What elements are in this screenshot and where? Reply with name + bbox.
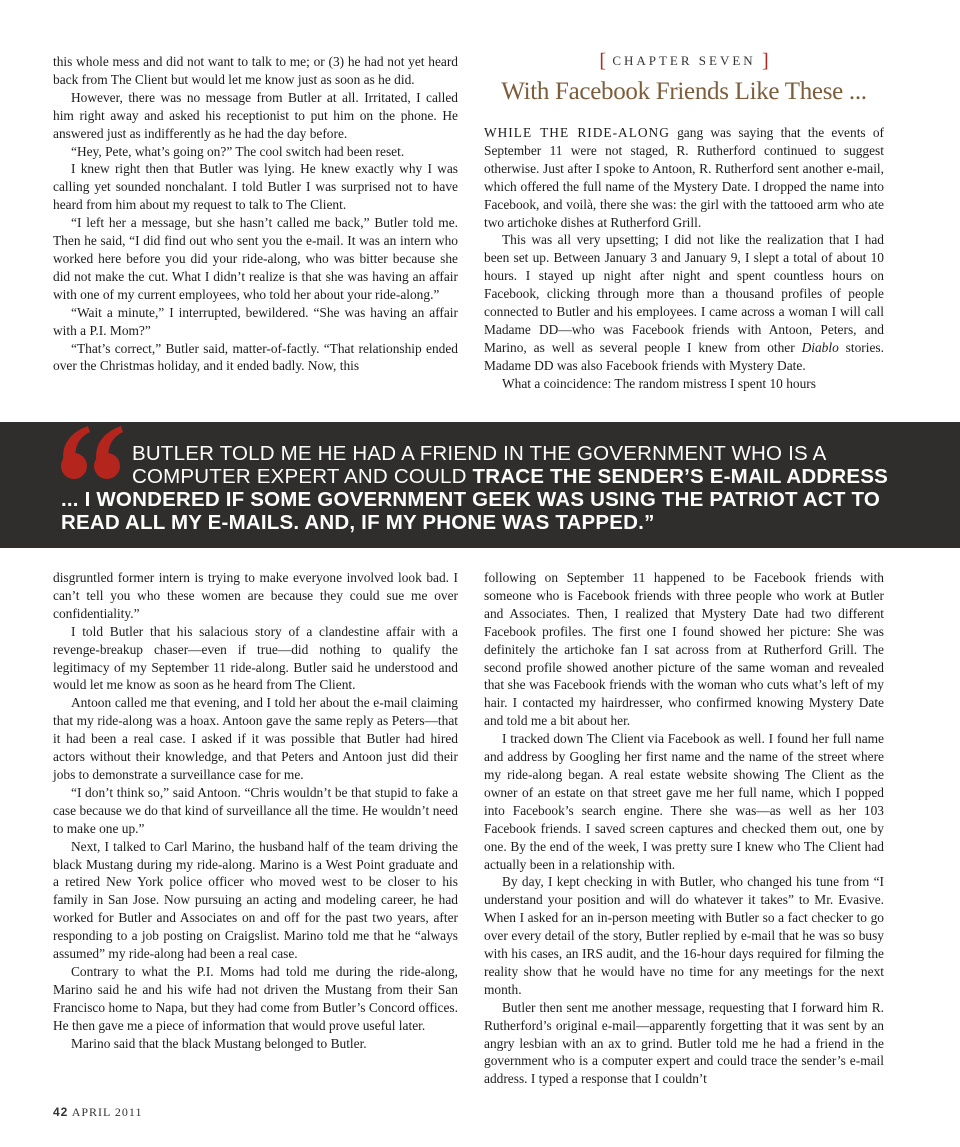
quote-mark-icon	[58, 414, 128, 484]
paragraph: I told Butler that his salacious story of a clandestine affair with a revenge-breakup chaser—even if true—did nothing to qualify the legitimacy of my September 11 ride-along. Butler said he understood and would let me know as soon as he heard from The Client.	[53, 623, 458, 693]
pull-quote-line: BUTLER TOLD ME HE HAD A FRIEND IN THE GOVERNMENT WHO IS A	[132, 442, 827, 465]
lead-in: WHILE THE RIDE-ALONG	[484, 125, 670, 140]
paragraph-text: This was all very upsetting; I did not like the realization that I had been set up. Between January 3 and January 9, I slept a total of about 10 hours. I stayed up night after night and spent countless hours on Facebook, clicking through more than a thousand profiles of people connected to Butler and his employees. I came across a woman I will call Madame DD—who was Facebook friends with Antoon, Peters, and Marino, as well as several people I knew from other	[484, 232, 884, 355]
paragraph-text: gang was saying that the events of September 11 were not staged, R. Rutherford continued to suggest otherwise. Just after I spoke to Antoon, R. Rutherford sent another e-mail, which offered the full name of the Mystery Date. I dropped the name into Facebook, and voilà, there she was: the girl with the tattooed arm who ate two artichoke dishes at Rutherford Grill.	[484, 125, 884, 230]
paragraph: “I don’t think so,” said Antoon. “Chris wouldn’t be that stupid to fake a case because we do that kind of surveillance all the time. He wouldn’t need to make one up.”	[53, 784, 458, 836]
paragraph: Marino said that the black Mustang belonged to Butler.	[71, 1035, 367, 1051]
pull-quote-line: READ ALL MY E-MAILS. AND, IF MY PHONE WAS TAPPED.”	[61, 511, 655, 534]
bracket-right: ]	[761, 50, 769, 72]
paragraph	[484, 231, 884, 374]
paragraph: Next, I talked to Carl Marino, the husband half of the team driving the black Mustang during my ride-along. Marino is a West Point graduate and a retired New York police officer who moved west to be closer to his family in San Jose. Now pursuing an acting and modeling career, he had worked for Butler and Associates on and off for the past two years, after responding to a job posting on Craigslist. Marino told me that he “always assumed” my ride-along had been a real case.	[53, 838, 458, 962]
bracket-left: [	[599, 50, 607, 72]
column-top-right	[484, 124, 884, 393]
paragraph-text: stories. Madame DD was also Facebook friends with Mystery Date.	[484, 339, 884, 373]
paragraph: following on September 11 happened to be Facebook friends with someone who is Facebook friends with three people who work at Butler and Associates. Then, I realized that Mystery Date had two different Facebook profiles. The first one I found showed her picture: She was definitely the artichoke fan I sat across from at Rutherford Grill. The second profile showed another picture of the same woman and revealed that she was Facebook friends with the woman who cuts what’s left of my hair. I contacted my hairdresser, who confirmed knowing Mystery Date and told me a bit about her.	[484, 570, 884, 729]
issue-date: APRIL 2011	[71, 1105, 143, 1119]
italic-title: Diablo	[801, 339, 839, 355]
paragraph: “Wait a minute,” I interrupted, bewildered. “She was having an affair with a P.I. Mom?”	[53, 304, 458, 338]
paragraph: Contrary to what the P.I. Moms had told me during the ride-along, Marino said he and his wife had not driven the Mustang from their San Francisco home to Napa, but they had come from Butler’s Concord offices. He then gave me a piece of information that would prove useful later.	[53, 963, 458, 1033]
paragraph	[484, 124, 884, 231]
column-top-left	[53, 53, 458, 375]
paragraph: this whole mess and did not want to talk to me; or (3) he had not yet heard back from The Client but would let me know just as soon as he did.	[53, 54, 458, 87]
paragraph: “I left her a message, but she hasn’t called me back,” Butler told me. Then he said, “I did find out who sent you the e-mail. It was an intern who worked here before you did your ride-along, who was bitter because she did not make the cut. What I didn’t realize is that she was having an affair with one of my current employees, who told her about your ride-along.”	[53, 215, 458, 302]
paragraph: By day, I kept checking in with Butler, who changed his tune from “I understand your position and will do whatever it takes” to Mr. Evasive. When I asked for an in-person meeting with Butler so a fact checker to go over every detail of the story, Butler replied by e-mail that he was so busy with his cases, an IRS audit, and the 16-hour days required for filming the reality show that he would have no time for any meetings for the next month.	[484, 874, 884, 997]
paragraph: Antoon called me that evening, and I told her about the e-mail claiming that my ride-along was a hoax. Antoon gave the same reply as Peters—that it had been a real case. I asked if it was possible that Butler had hired actors without their knowledge, and that Peters and Antoon just did their jobs to demonstrate a surveillance case for me.	[53, 695, 458, 782]
paragraph: “Hey, Pete, what’s going on?” The cool switch had been reset.	[71, 143, 405, 159]
column-bottom-left	[53, 569, 458, 1052]
page-number: 42	[53, 1105, 69, 1119]
chapter-label	[484, 50, 884, 73]
paragraph: “That’s correct,” Butler said, matter-of-factly. “That relationship ended over the Christmas holiday, and it ended badly. Now, this	[53, 340, 458, 374]
page-footer	[53, 1105, 142, 1120]
paragraph: I tracked down The Client via Facebook as well. I found her full name and address by Googling her first name and the name of the street where my ride-along began. A real estate website showing The Client as the owner of an estate on that street gave me her full name, which I popped into Facebook’s search engine. There she was—as well as her 103 Facebook friends. I saved screen captures and checked them out, one by one. By the end of the week, I was pretty sure I knew who The Client had actually been in a relationship with.	[484, 731, 884, 872]
paragraph: What a coincidence: The random mistress I spent 10 hours	[502, 375, 816, 391]
paragraph: I knew right then that Butler was lying. He knew exactly why I was calling yet sounded nonchalant. I told Butler I was surprised not to have heard from him about my request to talk to The Client.	[53, 161, 458, 213]
paragraph: However, there was no message from Butler at all. Irritated, I called him right away and asked his receptionist to put him on the phone. He answered just as indifferently as he had the day before.	[53, 89, 458, 141]
paragraph: disgruntled former intern is trying to make everyone involved look bad. I can’t tell you who these women are because they could sue me over confidentiality.”	[53, 570, 458, 621]
chapter-title: With Facebook Friends Like These ...	[501, 78, 867, 105]
pull-quote-line: ... I WONDERED IF SOME GOVERNMENT GEEK WAS USING THE PATRIOT ACT TO	[61, 488, 881, 511]
pull-quote-line	[132, 465, 888, 489]
paragraph: Butler then sent me another message, requesting that I forward him R. Rutherford’s original e-mail—apparently forgetting that it was sent by an angry lesbian with an ax to grind. Butler told me he had a friend in the government who is a computer expert and could trace the sender’s e-mail address. I typed a response that I couldn’t	[484, 999, 884, 1087]
pull-quote-emphasis: TRACE THE SENDER’S E-MAIL ADDRESS	[472, 465, 888, 488]
column-bottom-right	[484, 569, 884, 1088]
pull-quote-text: COMPUTER EXPERT AND COULD	[132, 465, 473, 488]
chapter-number: CHAPTER SEVEN	[612, 53, 756, 68]
